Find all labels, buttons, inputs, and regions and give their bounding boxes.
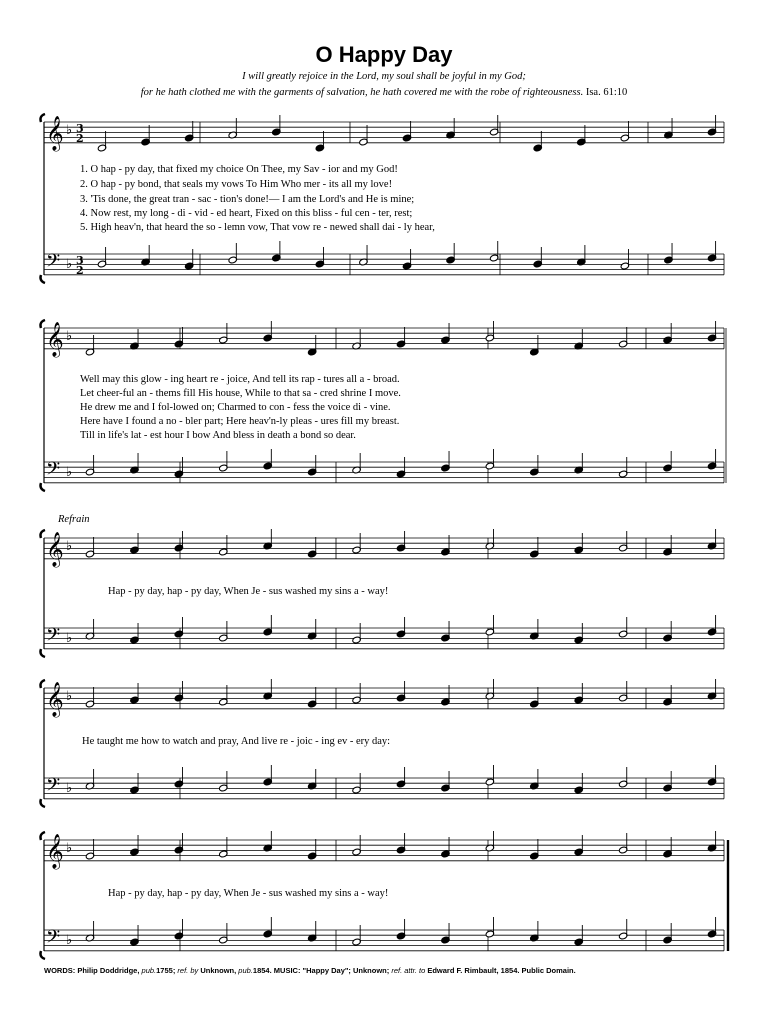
treble-clef-icon: 𝄞 xyxy=(46,116,64,151)
bass-clef-icon: 𝄢 xyxy=(46,459,61,484)
time-signature: 3 xyxy=(76,122,84,135)
flat-icon: ♭ xyxy=(66,781,73,796)
flat-icon: ♭ xyxy=(66,539,73,554)
credits: WORDS: Philip Doddridge, pub.1755; ref. by Unknown, pub.1854. MUSIC: "Happy Day"; Unknown; ref. attr. to Edward F. Rimbault, 1854. Public Domain. xyxy=(44,966,576,975)
flat-icon: ♭ xyxy=(66,465,73,480)
epigraph-text: for he hath clothed me with the garments of salvation, he hath covered me with the robe of righteousness. xyxy=(140,87,584,98)
treble-clef-icon: 𝄞 xyxy=(46,834,64,869)
time-signature: 2 xyxy=(76,132,84,145)
bass-clef-icon: 𝄢 xyxy=(46,775,61,800)
bass-clef-icon: 𝄢 xyxy=(46,251,61,276)
flat-icon: ♭ xyxy=(66,257,73,272)
time-signature: 3 xyxy=(76,254,84,267)
bass-clef-icon: 𝄢 xyxy=(46,625,61,650)
treble-clef-icon: 𝄞 xyxy=(46,682,64,717)
epigraph-line-1: I will greatly rejoice in the Lord, my soul shall be joyful in my God; xyxy=(242,71,526,82)
time-signature: 2 xyxy=(76,264,84,277)
flat-icon: ♭ xyxy=(66,689,73,704)
flat-icon: ♭ xyxy=(66,841,73,856)
bass-clef-icon: 𝄢 xyxy=(46,927,61,952)
epigraph-line-2 xyxy=(0,87,768,98)
flat-icon: ♭ xyxy=(66,329,73,344)
flat-icon: ♭ xyxy=(66,631,73,646)
flat-icon: ♭ xyxy=(66,123,73,138)
refrain-label: Refrain xyxy=(58,514,90,525)
treble-clef-icon: 𝄞 xyxy=(46,322,64,357)
hymn-title: O Happy Day xyxy=(315,42,453,67)
treble-clef-icon: 𝄞 xyxy=(46,532,64,567)
scripture-reference: Isa. 61:10 xyxy=(585,87,628,98)
flat-icon: ♭ xyxy=(66,933,73,948)
